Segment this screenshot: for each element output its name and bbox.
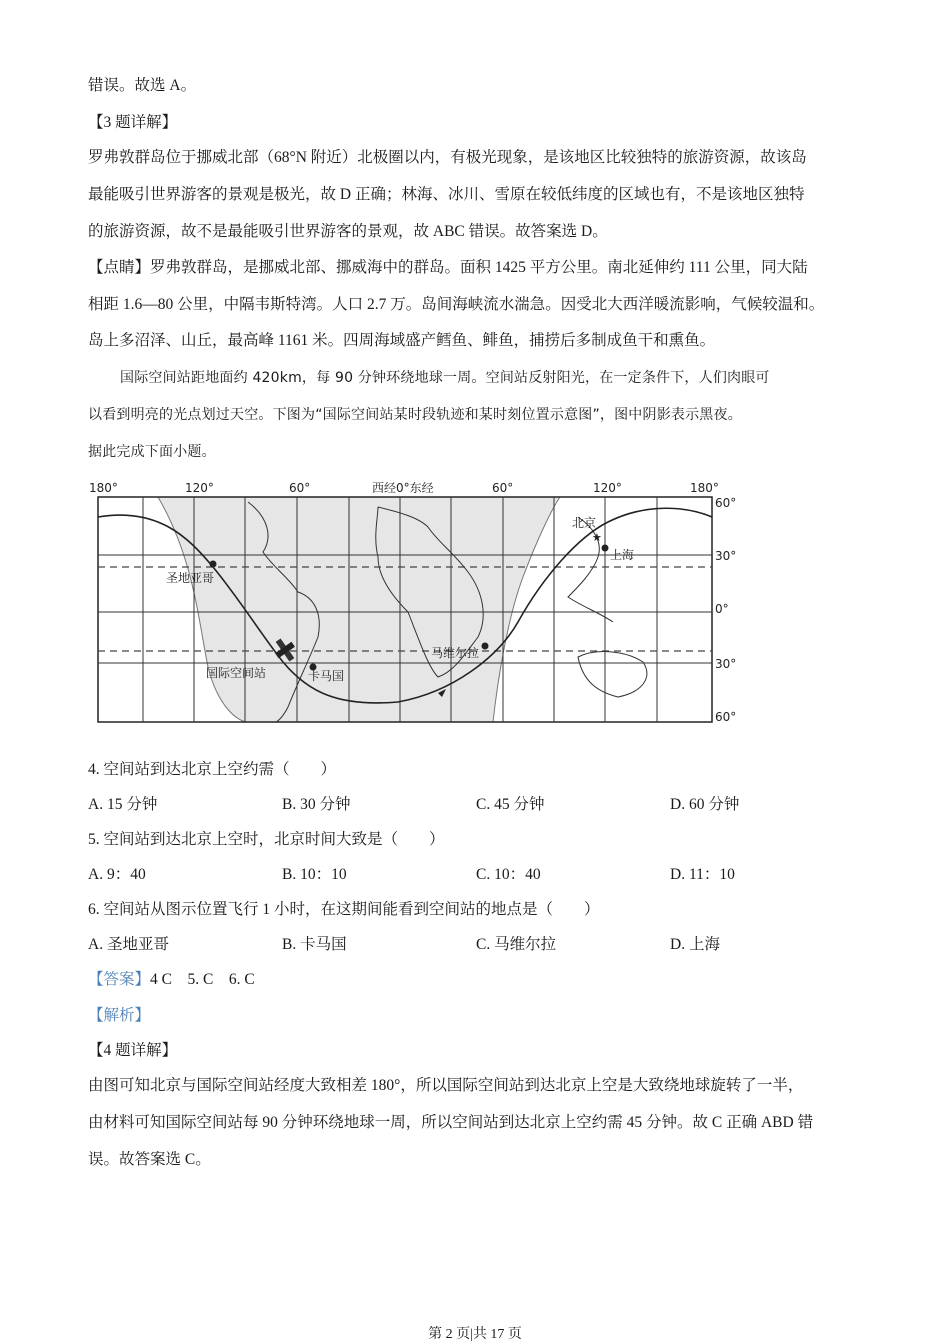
lon-label-prime: 西经0°东经: [372, 481, 434, 495]
material-line: 据此完成下面小题。: [88, 444, 216, 460]
q4-option-d[interactable]: D. 60 分钟: [670, 796, 740, 813]
note-line: 相距 1.6—80 公里，中隔韦斯特湾。人口 2.7 万。岛间海峡流水湍急。因受北大西洋暖流影响，气候较温和。: [88, 296, 825, 313]
q6-option-a[interactable]: A. 圣地亚哥: [88, 936, 169, 953]
label-iss: 国际空间站: [206, 666, 267, 680]
q5-option-a[interactable]: A. 9：40: [88, 866, 146, 883]
lon-label: 180°: [690, 481, 719, 495]
note-line: 【点睛】罗弗敦群岛，是挪威北部、挪威海中的群岛。面积 1425 平方公里。南北延伸约 111 公里，同大陆: [88, 259, 808, 276]
lat-label: 30°: [715, 657, 737, 671]
q4-option-b[interactable]: B. 30 分钟: [282, 796, 351, 813]
paragraph-line: 最能吸引世界游客的景观是极光，故 D 正确；林海、冰川、雪原在较低纬度的区域也有，不是该地区独特: [88, 186, 805, 203]
shanghai-marker: [602, 545, 609, 552]
page-footer: 第 2 页|共 17 页: [428, 1327, 522, 1342]
question-5-stem: 5. 空间站到达北京上空时，北京时间大致是（ ）: [88, 831, 445, 848]
lon-label: 60°: [492, 481, 514, 495]
q5-option-b[interactable]: B. 10：10: [282, 866, 347, 883]
lat-label: 30°: [715, 549, 737, 563]
analysis-label: 【解析】: [88, 1007, 151, 1024]
question-6-stem: 6. 空间站从图示位置飞行 1 小时，在这期间能看到空间站的地点是（ ）: [88, 901, 600, 918]
lat-label: 60°: [715, 710, 737, 724]
lon-label: 120°: [185, 481, 214, 495]
q4-option-a[interactable]: A. 15 分钟: [88, 796, 158, 813]
note-line: 岛上多沼泽、山丘，最高峰 1161 米。四周海域盛产鳕鱼、鲱鱼，捕捞后多制成鱼干和熏鱼。: [88, 332, 716, 349]
q5-option-c[interactable]: C. 10：40: [476, 866, 541, 883]
lat-label: 0°: [715, 602, 729, 616]
paragraph-line: 罗弗敦群岛位于挪威北部（68°N 附近）北极圈以内，有极光现象，是该地区比较独特的旅游资源，故该岛: [88, 149, 807, 166]
label-shanghai: 上海: [610, 548, 635, 562]
q4-option-c[interactable]: C. 45 分钟: [476, 796, 545, 813]
explanation-line: 由材料可知国际空间站每 90 分钟环绕地球一周，所以空间站到达北京上空约需 45 分钟。故 C 正确 ABD 错: [88, 1114, 814, 1131]
lon-label: 180°: [89, 481, 118, 495]
lon-label: 60°: [289, 481, 311, 495]
section-heading-q4: 【4 题详解】: [88, 1042, 178, 1059]
answer-label: 【答案】: [88, 971, 151, 988]
material-line: 国际空间站距地面约 420km，每 90 分钟环绕地球一周。空间站反射阳光，在一定条件下，人们肉眼可: [120, 370, 770, 386]
section-heading-q3: 【3 题详解】: [88, 114, 178, 131]
santiago-marker: [210, 561, 217, 568]
label-beijing: 北京: [572, 516, 597, 530]
q5-option-d[interactable]: D. 11：10: [670, 866, 735, 883]
maputo-marker: [482, 643, 489, 650]
material-line: 以看到明亮的光点划过天空。下图为“国际空间站某时段轨迹和某时刻位置示意图”，图中阴影表示黑夜。: [88, 407, 742, 423]
explanation-line: 由图可知北京与国际空间站经度大致相差 180°，所以国际空间站到达北京上空是大致绕地球旋转了一半，: [88, 1077, 804, 1094]
paragraph-line: 错误。故选 A。: [88, 77, 197, 94]
lat-label: 60°: [715, 496, 737, 510]
q6-option-c[interactable]: C. 马维尔拉: [476, 936, 557, 953]
q6-option-d[interactable]: D. 上海: [670, 936, 720, 953]
lon-label: 120°: [593, 481, 622, 495]
iss-orbit-map: [85, 477, 745, 732]
label-santiago: 圣地亚哥: [166, 571, 215, 585]
label-maputo: 马维尔拉: [431, 646, 480, 660]
q6-option-b[interactable]: B. 卡马国: [282, 936, 347, 953]
answer-value: 4 C 5. C 6. C: [150, 971, 255, 988]
night-shadow: [158, 497, 560, 722]
explanation-line: 误。故答案选 C。: [88, 1151, 211, 1168]
answer-row: [88, 970, 255, 990]
paragraph-line: 的旅游资源，故不是最能吸引世界游客的景观，故 ABC 错误。故答案选 D。: [88, 223, 608, 240]
beijing-star-icon: ★: [592, 532, 602, 544]
label-kamaguo: 卡马国: [308, 669, 345, 683]
question-4-stem: 4. 空间站到达北京上空约需（ ）: [88, 761, 337, 778]
